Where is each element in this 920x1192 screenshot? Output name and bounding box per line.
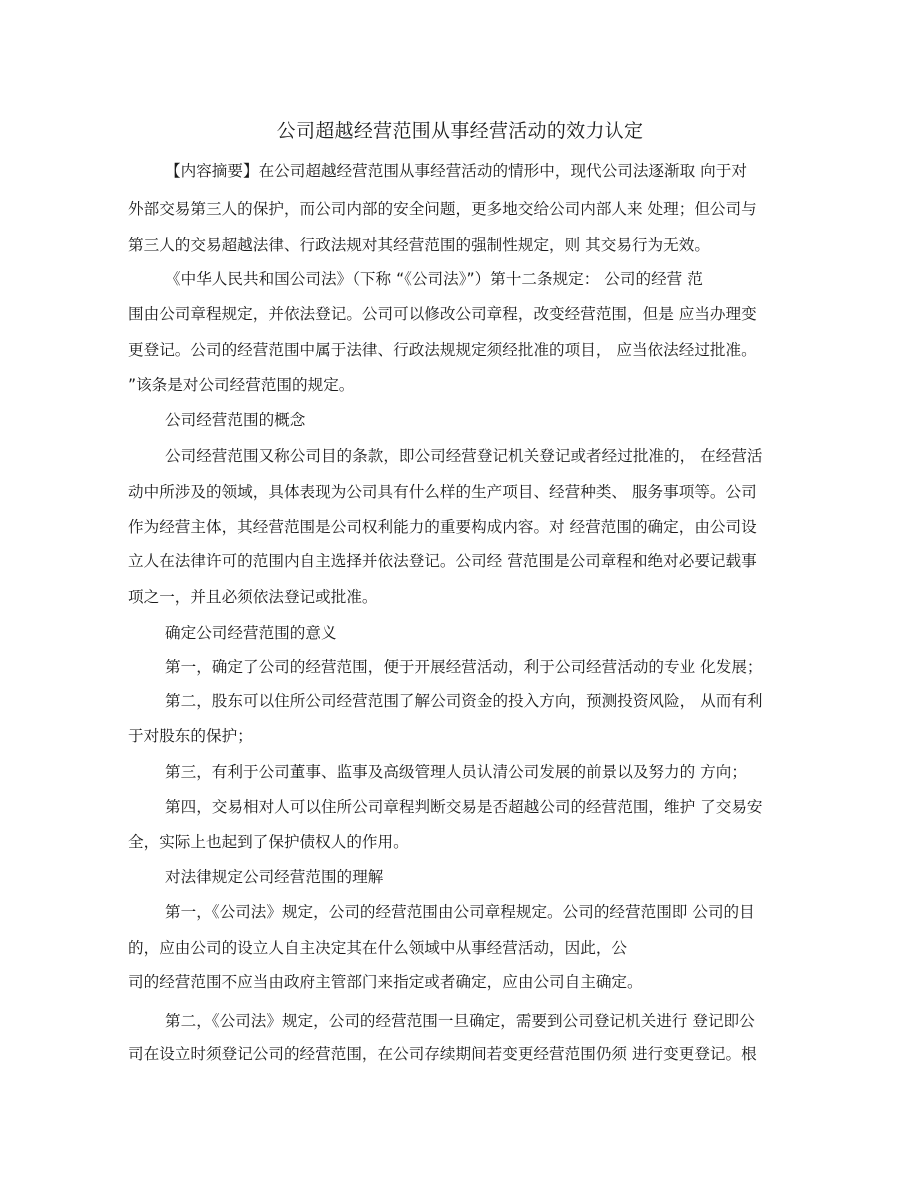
body-line: 外部交易第三人的保护，而公司内部的安全问题，更多地交给公司内部人来 处理；但公司与	[128, 200, 757, 218]
body-line: 立人在法律许可的范围内自主选择并依法登记。公司经 营范围是公司章程和绝对必要记载事	[128, 552, 757, 570]
body-line: 第二，股东可以住所公司经营范围了解公司资金的投入方向，预测投资风险， 从而有利	[165, 692, 763, 710]
body-line: 第二，《公司法》规定，公司的经营范围一旦确定，需要到公司登记机关进行 登记即公	[165, 1012, 755, 1030]
body-line: 司的经营范围不应当由政府主管部门来指定或者确定，应由公司自主确定。	[128, 973, 643, 991]
body-line: 全，实际上也起到了保护债权人的作用。	[128, 833, 409, 851]
body-line: 项之一，并且必须依法登记或批准。	[128, 588, 378, 606]
body-line: 司在设立时须登记公司的经营范围，在公司存续期间若变更经营范围仍须 进行变更登记。根	[128, 1045, 757, 1063]
body-line: 于对股东的保护；	[128, 727, 253, 745]
body-line: 动中所涉及的领域，具体表现为公司具有什么样的生产项目、经营种类、 服务事项等。公司	[128, 483, 757, 501]
section-heading: 确定公司经营范围的意义	[165, 624, 337, 642]
body-line: 《中华人民共和国公司法》（下称 “《公司法》”）第十二条规定： 公司的经营 范	[165, 270, 703, 288]
body-line: 公司经营范围又称公司目的条款，即公司经营登记机关登记或者经过批准的， 在经营活	[165, 447, 763, 465]
body-line: 第一，确定了公司的经营范围，便于开展经营活动，利于公司经营活动的专业 化发展；	[165, 658, 763, 676]
body-line: 的，应由公司的设立人自主决定其在什么领域中从事经营活动，因此，公	[128, 939, 628, 957]
body-line: 围由公司章程规定，并依法登记。公司可以修改公司章程，改变经营范围，但是 应当办理变	[128, 305, 757, 323]
body-line: 作为经营主体，其经营范围是公司权利能力的重要构成内容。对 经营范围的确定，由公司设	[128, 518, 757, 536]
body-line: 更登记。公司的经营范围中属于法律、行政法规规定须经批准的项目， 应当依法经过批准。	[128, 341, 757, 359]
body-line: ”该条是对公司经营范围的规定。	[128, 376, 355, 394]
document-title: 公司超越经营范围从事经营活动的效力认定	[276, 120, 644, 142]
body-line: 第三人的交易超越法律、行政法规对其经营范围的强制性规定，则 其交易行为无效。	[128, 236, 710, 254]
section-heading: 公司经营范围的概念	[165, 411, 306, 429]
body-line: 第三，有利于公司董事、监事及高级管理人员认清公司发展的前景以及努力的 方向；	[165, 763, 747, 781]
body-line: 第四，交易相对人可以住所公司章程判断交易是否超越公司的经营范围，维护 了交易安	[165, 798, 763, 816]
section-heading: 对法律规定公司经营范围的理解	[165, 868, 384, 886]
body-line: 【内容摘要】在公司超越经营范围从事经营活动的情形中，现代公司法逐渐取 向于对	[165, 162, 747, 180]
body-line: 第一，《公司法》规定，公司的经营范围由公司章程规定。公司的经营范围即 公司的目	[165, 903, 755, 921]
